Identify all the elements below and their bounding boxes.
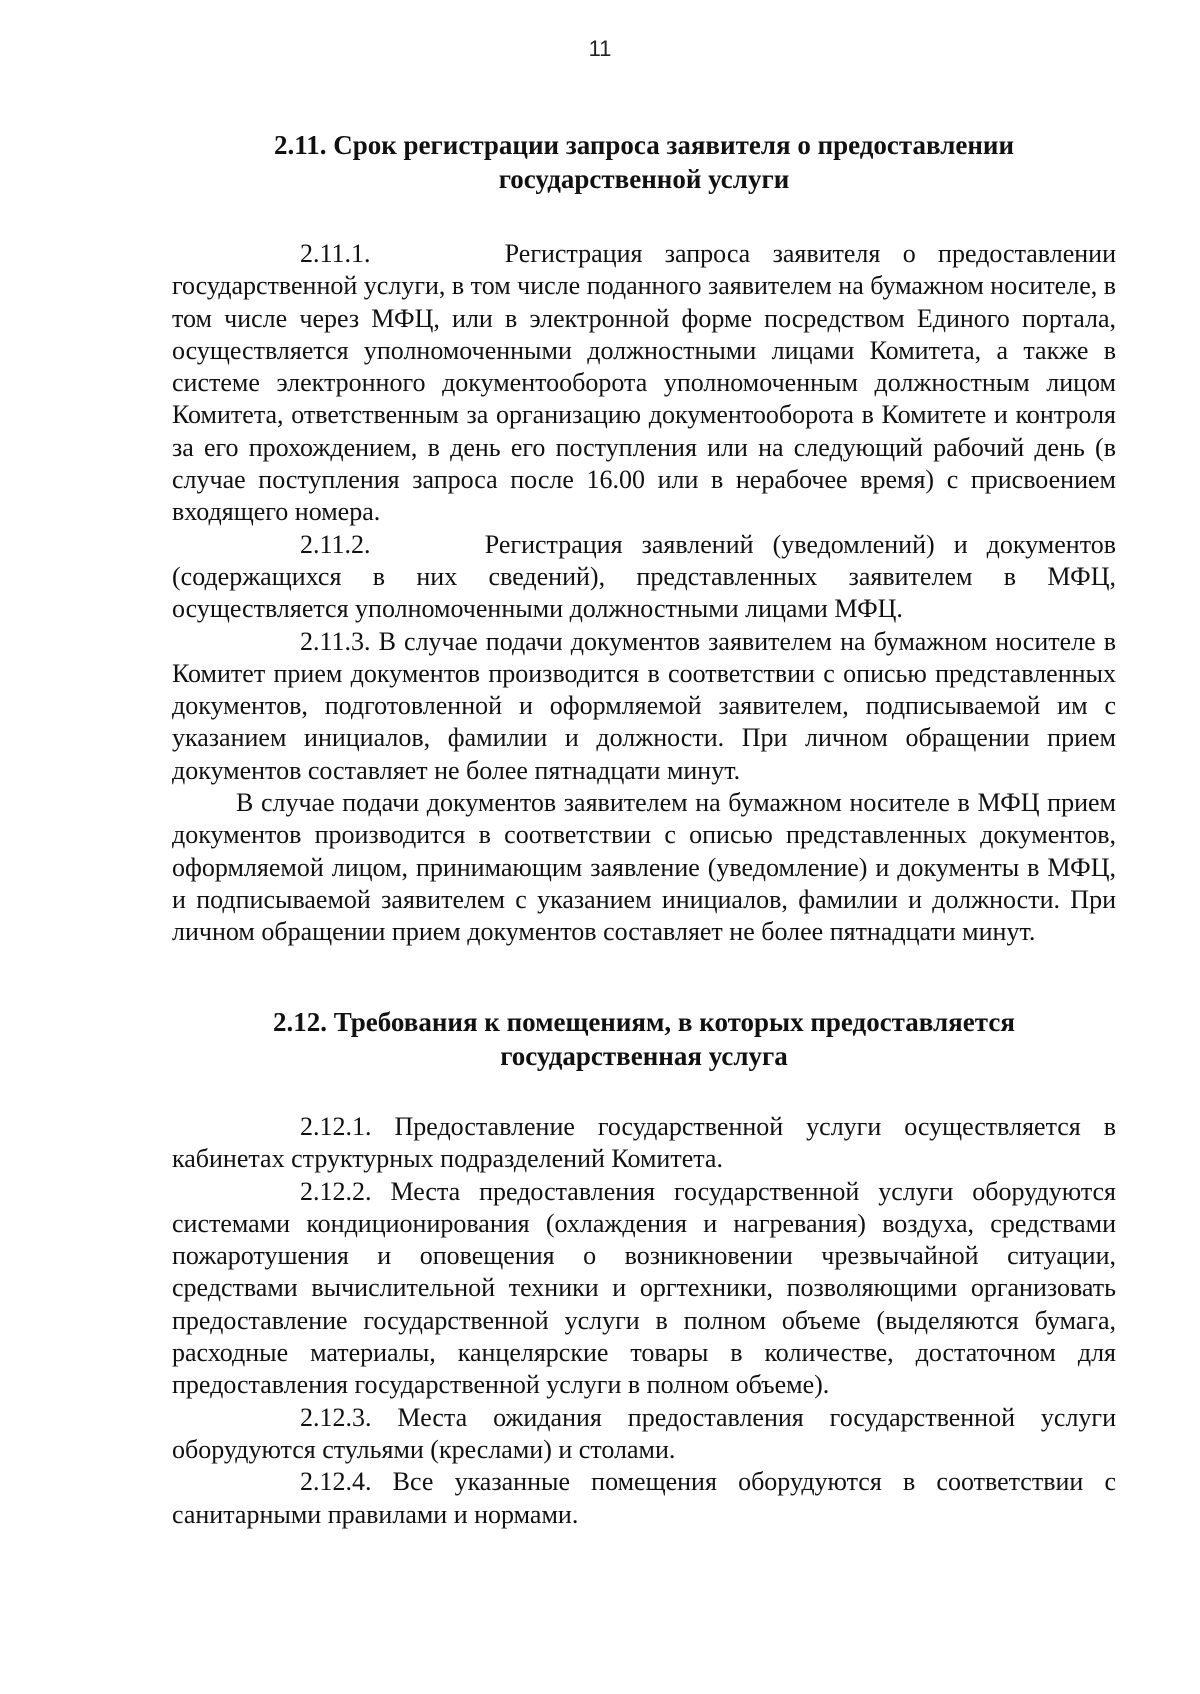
paragraph-number: 2.12.3. (300, 1402, 372, 1432)
paragraph-text: Предоставление государственной услуги осуществляется в кабинетах структурных подразделений Комитета. (172, 1112, 1117, 1174)
paragraph-number: 2.11.1. (300, 239, 371, 268)
heading-line-2: государственная услуга (500, 1041, 788, 1071)
section-2-12 (172, 1005, 1116, 1531)
paragraph-number: 2.12.2. (300, 1176, 372, 1206)
paragraph-number: 2.11.3. (300, 626, 371, 656)
section-heading (172, 1005, 1116, 1073)
paragraph-text: Регистрация запроса заявителя о предоставлении государственной услуги, в том числе поданного заявителем на бумажном носителе, в том числе через МФЦ, или в электронной форме посредством Единого портала, осуществляется уполномоченными должностными лицами Комитета, а также в системе электронного документооборота уполномоченным должностным лицом Комитета, ответственным за организацию документооборота в Комитете и контроля за его прохождением, в день его поступления или на следующий рабочий день (в случае поступления запроса после 16.00 или в нерабочее время) с присвоением входящего номера. (172, 239, 1117, 527)
paragraph-number: 2.12.1. (300, 1112, 372, 1141)
heading-line-2: государственной услуги (498, 164, 790, 194)
paragraph-2-12-2 (172, 1176, 1116, 1402)
paragraph-2-11-3 (172, 626, 1116, 787)
paragraph-number: 2.11.2. (300, 529, 371, 559)
paragraph-2-12-3 (172, 1402, 1116, 1467)
paragraph-2-11-1 (172, 238, 1116, 529)
paragraph-2-12-1 (172, 1111, 1116, 1176)
heading-line-1: 2.11. Срок регистрации запроса заявителя о предоставлении (273, 130, 1015, 160)
paragraph-text: Места ожидания предоставления государственной услуги оборудуются стульями (креслами) и столами. (172, 1402, 1116, 1464)
paragraph-2-12-4 (172, 1466, 1116, 1531)
paragraph-2-11-3-continued (172, 787, 1116, 948)
paragraph-2-11-2 (172, 529, 1116, 626)
paragraph-text: В случае подачи документов заявителем на бумажном носителе в Комитет прием документов производится в соответствии с описью представленных документов, подготовленной и оформляемой заявителем, подписываемой им с указанием инициалов, фамилии и должности. При личном обращении прием документов составляет не более пятнадцати минут. (172, 626, 1116, 785)
paragraph-text: Регистрация заявлений (уведомлений) и документов (содержащихся в них сведений), представленных заявителем в МФЦ, осуществляется уполномоченными должностными лицами МФЦ. (172, 529, 1116, 624)
paragraph-number: 2.12.4. (300, 1467, 372, 1497)
paragraph-text: Места предоставления государственной услуги оборудуются системами кондиционирования (охлаждения и нагревания) воздуха, средствами пожаротушения и оповещения о возникновении чрезвычайной ситуации, средствами вычислительной техники и оргтехники, позволяющими организовать предоставление государственной услуги в полном объеме (выделяются бумага, расходные материалы, канцелярские товары в количестве, достаточном для предоставления государственной услуги в полном объеме). (172, 1176, 1116, 1400)
page-number: 11 (588, 36, 612, 61)
heading-line-1: 2.12. Требования к помещениям, в которых предоставляется (273, 1007, 1015, 1037)
paragraph-text: Все указанные помещения оборудуются в соответствии с санитарными правилами и нормами. (172, 1467, 1117, 1529)
section-heading (172, 128, 1116, 196)
paragraph-text: В случае подачи документов заявителем на бумажном носителе в МФЦ прием документов производится в соответствии с описью представленных документов, оформляемой лицом, принимающим заявление (уведомление) и документы в МФЦ, и подписываемой заявителем с указанием инициалов, фамилии и должности. При личном обращении прием документов составляет не более пятнадцати минут. (172, 788, 1116, 947)
section-2-11 (172, 128, 1116, 949)
